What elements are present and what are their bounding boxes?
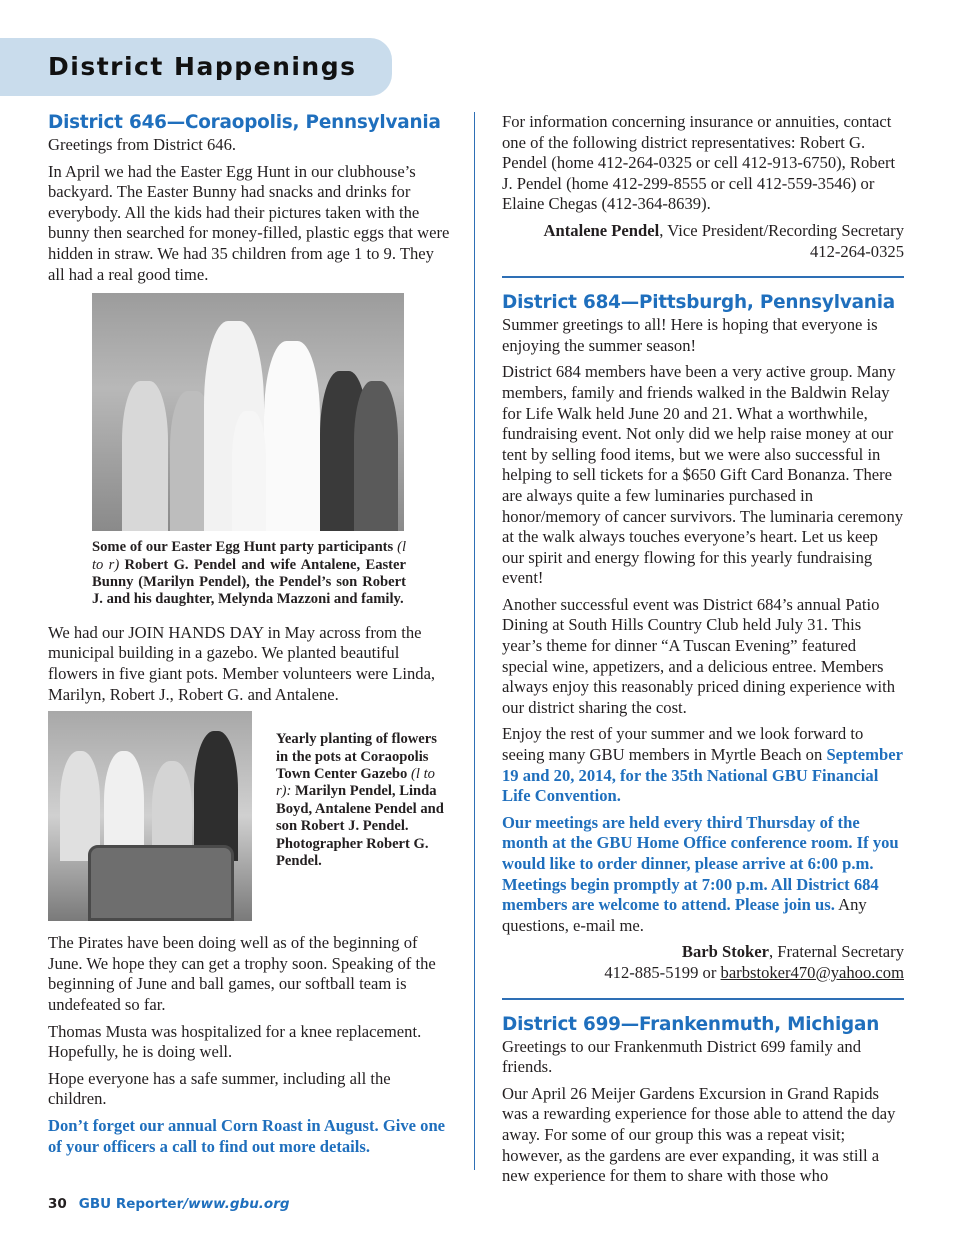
d646-paragraph-musta: Thomas Musta was hospitalized for a knee replacement. Hopefully, he is doing well.: [48, 1021, 422, 1062]
easter-egg-hunt-photo: [92, 293, 404, 531]
publication-name: GBU Reporter: [78, 1196, 184, 1212]
d646-signature: Antalene Pendel, Vice President/Recording Secretary 412-264-0325: [543, 220, 904, 261]
email-link[interactable]: barbstoker470@yahoo.com: [720, 962, 904, 982]
planting-photo-row: [48, 711, 450, 921]
d646-greeting: Greetings from District 646.: [48, 135, 237, 154]
d699-paragraph-gardens: Our April 26 Meijer Gardens Excursion in Grand Rapids was a rewarding experience for those able to attend the day away. For some of our group this was a repeat visit; however, as the gardens are ever expanding, it was still a new experience for them to share with those who: [502, 1083, 896, 1186]
website-link[interactable]: /www.gbu.org: [183, 1196, 290, 1212]
d646-corn-roast-notice: Don’t forget our annual Corn Roast in August. Give one of your officers a call to find out more details.: [48, 1115, 446, 1156]
d646-insurance-contacts: For information concerning insurance or annuities, contact one of the following district representatives: Robert G. Pendel (home 412-264-0325 or cell 412-913-6750), Robert J. Pendel (home 412-299-8555 or cell 412-559-3546) or Elaine Chegas (412-364-8639).: [502, 112, 896, 214]
d699-greeting: Greetings to our Frankenmuth District 699 family and friends.: [502, 1036, 862, 1077]
easter-photo-caption: Some of our Easter Egg Hunt party participants (l to r) Robert G. Pendel and wife Antalene, Easter Bunny (Marilyn Pendel), the Pendel’s son Robert J. and his daughter, Melynda Mazzoni and family.: [92, 539, 406, 608]
d684-paragraph-relay: District 684 members have been a very active group. Many members, family and friends walked in the Baldwin Relay for Life Walk held June 20 and 21. What a worthwhile, fundraising event. Not only did we help raise money at our tent by selling food items, but we were also successful in helping to sell tickets for a $650 Gift Card Bonanza. There are always quite a few luminaries purchased in honor/memory of cancer survivors. The luminaria ceremony at the walk always touches everyone’s heart. Let us keep our spirit and energy flowing for this yearly fundraising event!: [502, 362, 904, 588]
section-divider: [502, 276, 904, 278]
d684-paragraph-convention: Enjoy the rest of your summer and we look forward to seeing many GBU members in Myrtle Beach on September 19 and 20, 2014, for the 35th National GBU Financial Life Convention.: [502, 724, 903, 806]
column-divider: [474, 112, 475, 1170]
d684-greeting: Summer greetings to all! Here is hoping that everyone is enjoying the summer season!: [502, 315, 878, 355]
section-divider: [502, 998, 904, 1000]
page-number: 30: [48, 1196, 67, 1212]
left-column: [48, 112, 450, 1163]
page-footer: [48, 1196, 290, 1212]
page-title: District Happenings: [48, 52, 357, 81]
d646-paragraph-easter: In April we had the Easter Egg Hunt in our clubhouse’s backyard. The Easter Bunny had snacks and drinks for everybody. All the kids had their pictures taken with the bunny then searched for money-filled, plastic eggs that were hidden in straw. We had 35 children from age 1 to 9. They all had a real good time.: [48, 161, 450, 284]
district-699-heading: District 699—Frankenmuth, Michigan: [502, 1013, 880, 1035]
d684-signature: Barb Stoker, Fraternal Secretary 412-885-5199 or barbstoker470@yahoo.com: [604, 942, 904, 982]
d646-paragraph-pirates: The Pirates have been doing well as of the beginning of June. We hope they can get a trophy soon. Speaking of the beginning of June and ball games, our softball team is undefeated so far.: [48, 933, 436, 1014]
flower-planting-photo: [48, 711, 252, 921]
planting-photo-caption: Yearly planting of flowers in the pots at Coraopolis Town Center Gazebo (l to r): Marilyn Pendel, Linda Boyd, Antalene Pendel and son Robert J. Pendel. Photographer Robert G. Pendel.: [276, 731, 444, 869]
d646-paragraph-join-hands: We had our JOIN HANDS DAY in May across from the municipal building in a gazebo. We planted beautiful flowers in five giant pots. Member volunteers were Linda, Marilyn, Robert J., Robert G. and Antalene.: [48, 622, 436, 704]
d684-paragraph-patio: Another successful event was District 684’s annual Patio Dining at South Hills Country Club held July 31. This year’s theme for dinner “A Tuscan Evening” featured special wine, appetizers, and a delicious entree. Members always enjoy this reasonably priced dining experience with our district sharing the cost.: [502, 594, 896, 717]
d646-paragraph-summer: Hope everyone has a safe summer, including all the children.: [48, 1068, 391, 1109]
district-646-heading: District 646—Coraopolis, Pennsylvania: [48, 112, 441, 133]
district-684-heading: District 684—Pittsburgh, Pennsylvania: [502, 292, 896, 314]
d684-paragraph-meetings: Our meetings are held every third Thursday of the month at the GBU Home Office conference room. If you would like to order dinner, please arrive at 6:00 p.m. Meetings begin promptly at 7:00 p.m. All District 684 members are welcome to attend. Please join us. Any questions, e-mail me.: [502, 812, 899, 935]
right-column: [502, 112, 904, 1193]
